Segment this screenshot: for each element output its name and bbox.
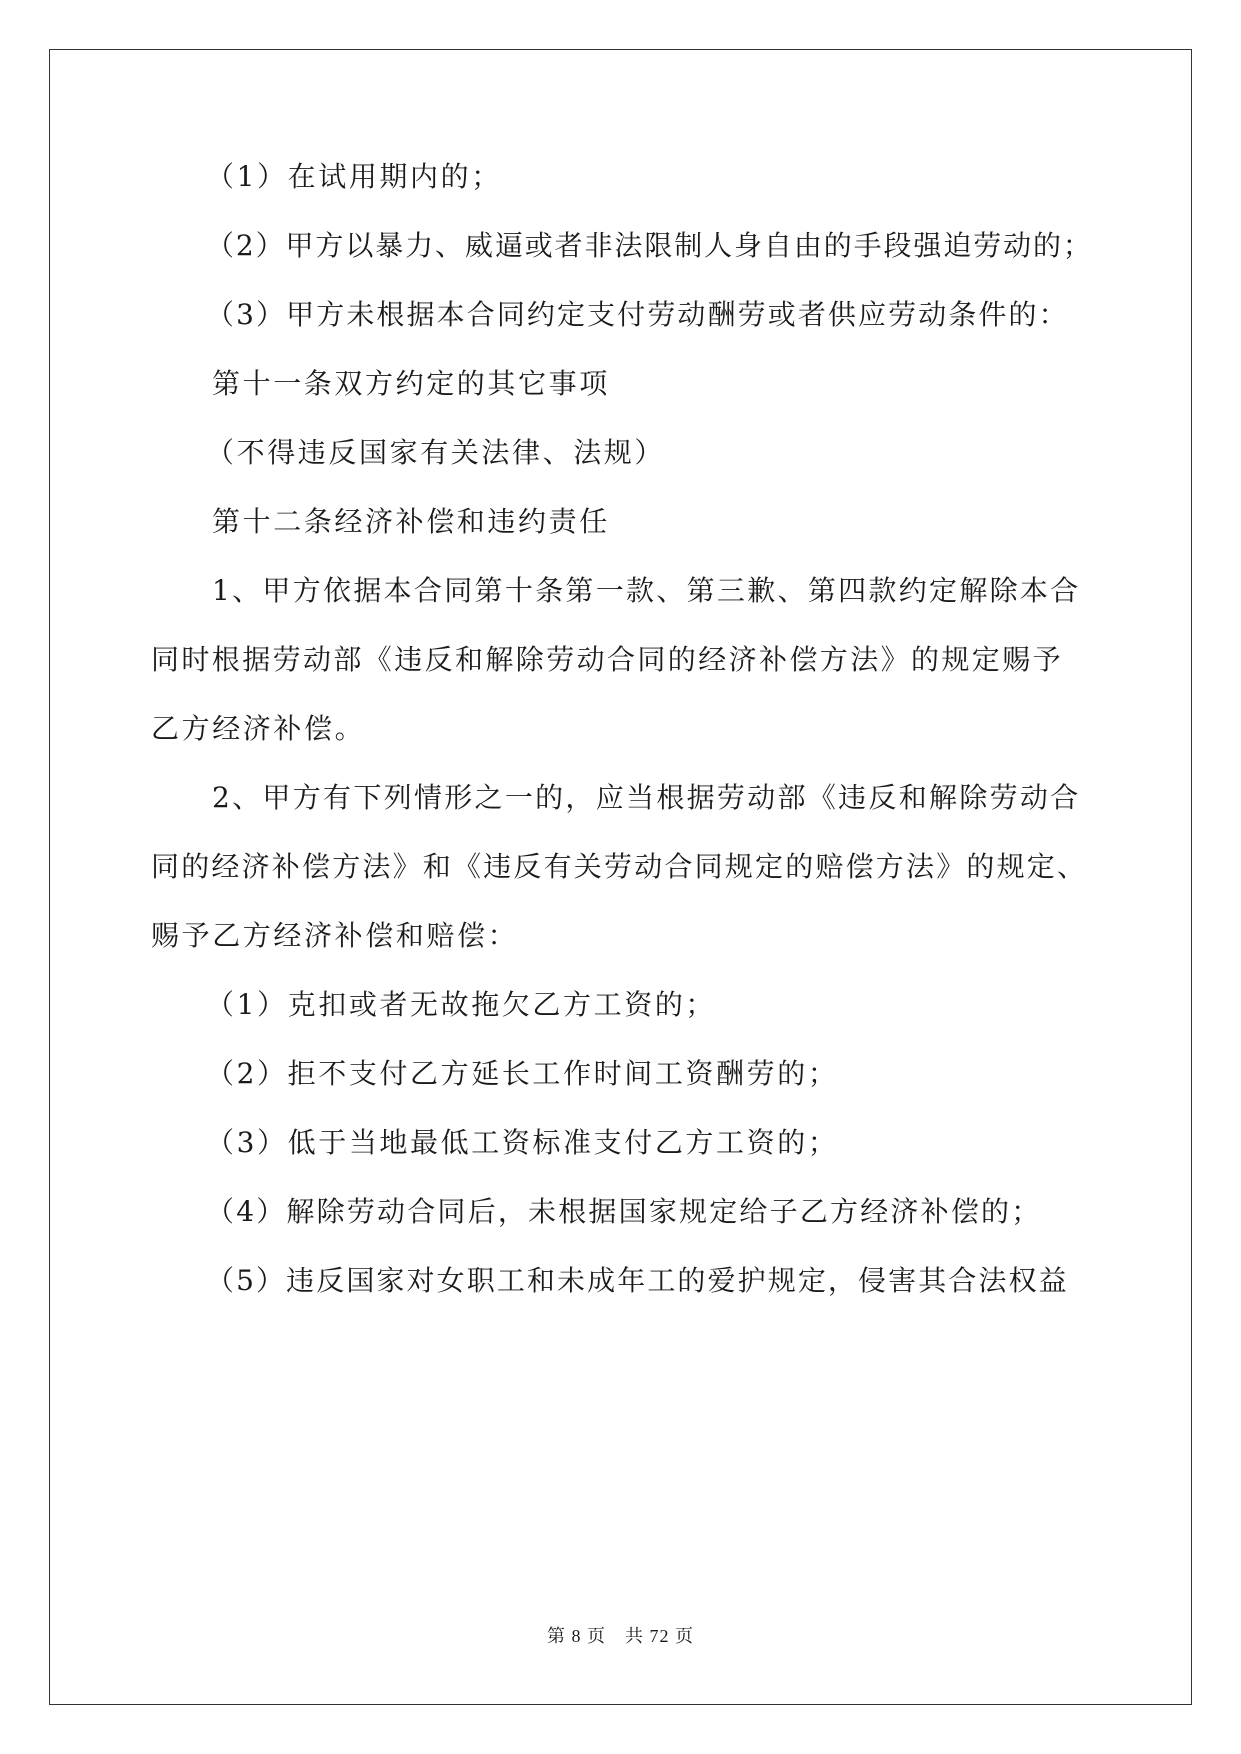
article-12-para-2-line-2: 同的经济补偿方法》和《违反有关劳动合同规定的赔偿方法》的规定、: [151, 850, 1088, 883]
article-12-para-2-line-3: 赐予乙方经济补偿和赔偿：: [151, 919, 519, 952]
article-12-para-1-line-3: 乙方经济补偿。: [151, 712, 366, 745]
clause-item-2: （2）甲方以暴力、威逼或者非法限制人身自由的手段强迫劳动的；: [206, 229, 1093, 262]
article-11-note: （不得违反国家有关法律、法规）: [206, 436, 666, 469]
clause-item-1: （1）在试用期内的；: [206, 160, 502, 193]
compensation-item-5: （5）违反国家对女职工和未成年工的爱护规定，侵害其合法权益: [206, 1264, 1069, 1297]
compensation-item-3: （3）低于当地最低工资标准支付乙方工资的；: [206, 1126, 839, 1159]
compensation-item-4: （4）解除劳动合同后，未根据国家规定给子乙方经济补偿的；: [206, 1195, 1042, 1228]
article-12-heading: 第十二条经济补偿和违约责任: [212, 505, 610, 538]
page-number-footer: 第 8 页 共 72 页: [547, 1626, 694, 1646]
compensation-item-2: （2）拒不支付乙方延长工作时间工资酬劳的；: [206, 1057, 839, 1090]
compensation-item-1: （1）克扣或者无故拖欠乙方工资的；: [206, 988, 717, 1021]
article-12-para-1-line-2: 同时根据劳动部《违反和解除劳动合同的经济补偿方法》的规定赐予: [151, 643, 1064, 676]
article-12-para-1-line-1: 1、甲方依据本合同第十条第一款、第三歉、第四款约定解除本合: [212, 574, 1081, 607]
article-12-para-2-line-1: 2、甲方有下列情形之一的，应当根据劳动部《违反和解除劳动合: [212, 781, 1081, 814]
clause-item-3: （3）甲方未根据本合同约定支付劳动酬劳或者供应劳动条件的：: [206, 298, 1069, 331]
article-11-heading: 第十一条双方约定的其它事项: [212, 367, 610, 400]
